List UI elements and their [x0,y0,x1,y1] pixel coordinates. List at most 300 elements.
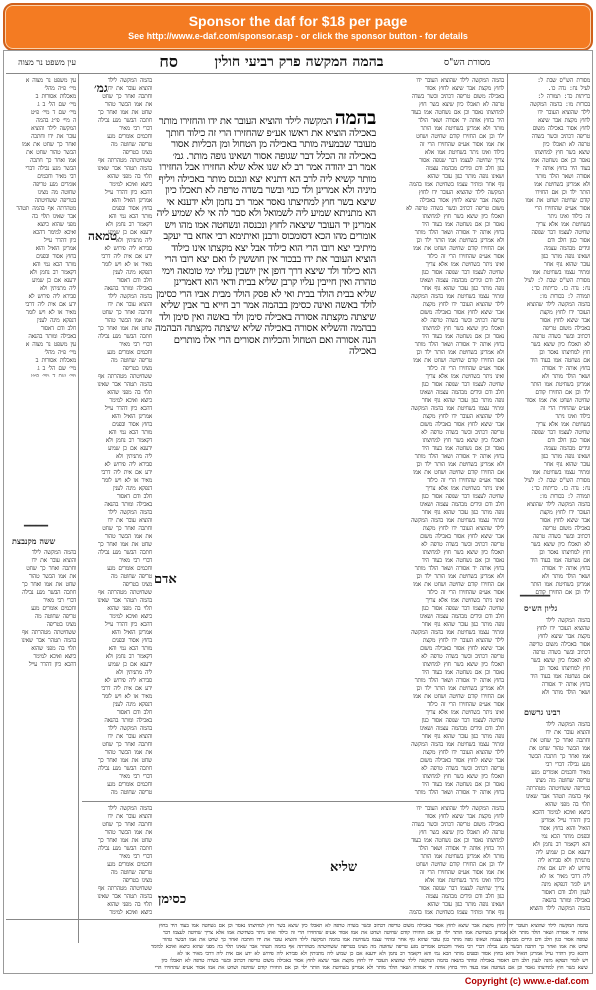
text-line: חתכה הבשר מגע נבילה [98,117,152,124]
text-line: כילוד ואינו ניתר בשחיטת אמו אלא [424,149,504,156]
text-line: והוציא עובר את ידו [107,85,152,92]
text-line: שחיטה לעצמו דבר שגופה אסור כגון [421,269,504,276]
text-line: ליה מתניתין ולא [115,237,152,244]
text-line: דנפקא מינה לענין [36,317,76,324]
text-line: גופה מותר כגון עובר שהוא גוף אחר [421,733,504,740]
gilyon-hashas-block [510,617,590,697]
text-line: ושאר הולד מותר ולא [541,689,590,696]
text-line: מסורת הש"ס שבת ל: [537,77,590,84]
text-line: בטריפה ששחיטתה מטהרתה [526,785,590,792]
text-line: נח: נדה כו. כריתות כד: [530,485,590,492]
text-line: תאכלו כיון שיצא בשר חוץ למחיצתו [422,773,504,780]
text-line: בהמה המקשה לילד שהוציא [526,301,590,308]
text-line: שגופה אסור כגון חלב ודם וגידים מבהמה עצמה ושאינו גופה מותר כגון עובר שהוא גוף אחר ומתיר עצמו בשחיטת אמו בהמה המקשה לילד והוציא עובר את ידו וחתכה ואחר כך שחט את אמו הבשר טהור [162,937,588,943]
footer [3,974,591,988]
text-line: טרפה לא תאכלו כיון שיצא בשר חוץ [419,829,504,836]
text-line: ושאינו גופה מותר כגון עובר שהוא [427,173,504,180]
text-line: עובר את ידו וחתכה [31,133,76,140]
text-line: אמרינן הואיל והוא [111,413,152,420]
text-line: כילוד ואינו ניתר [555,413,590,420]
text-line: אבר שיצא לחוץ אסור באכילה משום [420,645,504,652]
text-line: שחיטה לעצמו דבר שגופה אסור כגון [421,605,504,612]
text-line: והוציא עובר את ידו [107,301,152,308]
sponsor-title[interactable]: Sponsor the daf for $18 per page [188,12,408,29]
text-line: שחיטה לעצמו דבר שגופה אסור כגון [421,717,504,724]
text-line: באכילה ומותר בהנאה [542,897,590,904]
text-line: את אמו הבשר טהור [104,101,152,108]
left-margin-heading: ששה מקנבצת [12,536,56,546]
header-divider [6,73,590,74]
ornament-icon: ━━━━ [24,521,49,532]
text-line: וחתכה ואחר כך שחט את [530,737,590,744]
text-line: גופה מותר כגון עובר שהוא גוף אחר [421,621,504,628]
text-line: ולא אמרינן בשחיטת אמו הותר ילד וכן [416,573,504,580]
text-line: כיון דהדר עייל אמרינן [541,817,590,824]
text-line: גופה מותר כגון עובר שהוא גוף אחר [421,397,504,404]
text-line: דכתיב ובשר בשדה טרפה [532,533,590,540]
talmud-page [3,50,593,974]
text-line: והוציא עובר את ידו [545,729,590,736]
text-line: אם נשחטה אמו בעוד היד [530,673,590,680]
text-line: דקאמר רב נחמן ולא [105,653,152,660]
text-line: רבי מאיר וחכמים [37,173,76,180]
text-line: עין משפט נר מצוה א [25,77,76,84]
text-line: גוף אחר ומתיר עצמו בשחיטת אמו בהמה [409,909,504,915]
text-line: תאכלו כיון שיצא בשר חוץ למחיצתו [422,661,504,668]
text-line: בחוץ אותה יד אסורה ושאר הולד מותר [414,677,504,684]
text-line: לא תאכלו כיון שיצא בשר [530,341,590,348]
text-line: ומתיר עצמו בשחיטת אמו [532,269,590,276]
text-line: והוציא עובר את ידו [107,813,152,820]
text-line: שחיטה לעצמו דבר שגופה [531,229,590,236]
text-line: אבר שיצא לחוץ אסור באכילה משום [420,757,504,764]
text-line: חתכה הבשר מגע נבילה [98,333,152,340]
text-line: חלב ודם דאסור [116,709,152,716]
text-line: לעיל נח: נדה כו. [547,85,590,92]
text-line: ומתיר עצמו בשחיטת אמו בהמה המקשה [411,517,504,524]
text-line: וחתכה ואחר כך שחט [102,821,152,828]
text-line: חלב ודם וגידים מבהמה עצמה ושאינו [419,725,504,732]
gilyon-hashas-heading: גליון הש״ס [524,603,558,613]
text-line: שיצא בשר חוץ למחיצתו נאסר וכן אם נשחטה אמו בעוד היד בחוץ אותה יד אסורה ושאר הולד מותר ולא אמרינן בשחיטת אמו הותר ילד וכן אם החזירו קודם שחיטה ושחט את אמו אסור אע״פ שהחזירו הרי [154,965,588,971]
text-line: אם החזירו קודם שחיטה ושחט את אמו [413,581,504,588]
text-line: עובר שהוא גוף אחר [543,461,590,468]
text-line: שחט את אמו ואחר כך [98,325,152,332]
text-line: חלב ודם וגידים מבהמה עצמה ושאינו [419,277,504,284]
text-line: מיי׳ שם הל׳ ב ג [37,101,76,108]
text-line: בחוץ אותה יד אסורה ושאר הולד מותר [414,453,504,460]
text-line: ובפנים מותר הכא נמי [541,833,590,840]
text-line: נאסר וכן אם נשחטה אמו בעוד היד [421,557,504,564]
text-line: ומתיר עצמו בשחיטת אמו [532,469,590,476]
text-line: אמרינן בשחיטת אמו הותר [530,381,590,388]
text-line: משום טריפה דכתיב ובשר בשדה טרפה לא [406,205,504,212]
text-line: טריפה שחוטה מה מצינו [535,777,590,784]
text-line: ולא אמרינן בשחיטת אמו הותר ילד וכן [416,685,504,692]
text-line: באכילה משום טריפה [542,325,590,332]
text-line: אבר שיצא לחוץ אסור באכילה משום [420,421,504,428]
text-line: בשחיטת אמו אלא צריך [536,421,590,428]
text-line: דנפקא מינה לענין [112,269,152,276]
text-line: ואינו ניתר בשחיטת אמו אלא צריך [425,373,504,380]
text-line: מצינו בטריפה [122,365,152,372]
text-line: בהמה המקשה לילד שהוציא העובר ידו [416,805,504,812]
text-line: והוציא עובר את ידו [107,733,152,740]
text-line: בהמה המקשה לילד [107,77,152,84]
text-line: ידענא אם כן שמיע [107,661,152,668]
text-line: לא תאכלו כיון שיצא בשר [530,657,590,664]
text-line: נאסר וכן אם נשחטה אמו בעוד היד [421,333,504,340]
text-line: דהכא כיון דהדר עייל [28,661,76,668]
text-line: וגידים מבהמה עצמה [544,445,590,452]
ornament-icon-2: ━━━━━ [520,591,551,602]
gemara-keyword-shilya: שליא [330,860,358,875]
text-line: תלוי בה מפני שהוא [31,645,76,652]
text-line: הבשר טהור שחט את [26,149,76,156]
text-line: וחכמים אומרים מגע [107,349,152,356]
text-line: מותר הכא נמי והא [32,261,76,268]
text-line: טריפה דכתיב ובשר בשדה [531,133,590,140]
text-line: חלב ודם וגידים מבהמה עצמה ושאינו [419,389,504,396]
text-line: טריפה שחוטה מה [110,789,152,796]
text-line: מותר ולא אמרינן בשחיטת אמו הותר [420,853,504,860]
text-line: לחוץ מקצת אבר שיצא לחוץ אסור [425,85,504,92]
text-line: לילד שהוציא העובר ידו [537,109,590,116]
text-line: מאיר או לא ויש לומר [101,693,152,700]
text-line: דכתיב ובשר בשדה טרפה [532,333,590,340]
text-line: ומתיר עצמו בשחיטת אמו בהמה המקשה [411,293,504,300]
text-line: ידענא אם כן שמיע [31,277,76,284]
text-line: בחוץ אותה יד אסורה ושאר הולד מותר [414,565,504,572]
ein-mishpat-column [6,77,76,377]
text-line: המקשה לילד והוציא [31,125,76,132]
text-line: טריפה שחוטה מה [34,613,76,620]
text-line: באכילה משום טריפה דכתיב ובשר בשדה [411,821,504,828]
text-line: בהמה תטהר אבר שאינו [97,165,152,172]
page-number: סח [159,52,178,71]
text-line: והוציא עובר את ידו [107,517,152,524]
text-line: מסורת הש"ס שבת ל: לעיל [524,277,590,284]
text-line: שהוציא העובר ידו לחוץ [536,625,590,632]
text-line: מיי׳ שם הל׳ ב ג [37,365,76,372]
text-line: באכילה ומותר בהנאה [28,333,76,340]
header-right: מסורת הש"ס [444,57,491,68]
text-line: כיון דהדר עייל [43,237,76,244]
text-line: בחוץ אותה יד אסורה [541,565,590,572]
text-line: בהמה המקשה לילד והוציא [529,905,590,911]
text-line: וחכמים אומרים מגע [107,781,152,788]
text-line: סבירא ליה פירוש לא [104,677,152,684]
rabbeinu-gershom-heading: רבינו גרשום [524,707,561,717]
text-line: בהמה תטהר אבר שאינו [97,893,152,900]
text-line: שחיטה לעצמו דבר שגופה [531,429,590,436]
gemara-keyword-adam: אדם [154,572,177,587]
text-line: ואינו ניתר בשחיטת אמו אלא צריך [425,261,504,268]
text-line: בחוץ אותה יד אסורה [541,365,590,372]
copyright-link[interactable]: Copyright (c) www.e-daf.com [464,976,589,986]
text-line: אסורה ושאר הולד מותר [535,173,590,180]
text-line: לילד שהוציא העובר ידו לחוץ מקצת [422,301,504,308]
text-line: מאיר וחכמים אומרים מגע [531,769,590,776]
lower-divider [82,801,506,802]
text-line: לחוץ מקצת אבר שיצא [537,117,590,124]
sponsor-subtitle[interactable]: See http://www.e-daf.com/sponsor.asp - or click the sponsor button - for details [128,30,468,41]
text-line: ששחיטתה מטהרתה אף [98,157,152,164]
text-line: ידע אם אית ליה דרבי [101,685,152,692]
text-line: וחתכה ואחר כך שחט [102,741,152,748]
text-line: אבר שאינו תלוי בה [31,213,76,220]
text-line: וחכמים אומרים מגע [107,565,152,572]
text-line: בהמה המקשה לילד [107,725,152,732]
text-line: תלוי בה מפני שהוא [545,801,590,808]
text-line: אסור כגון חלב ודם [547,237,590,244]
text-line: ומתיר עצמו בשחיטת אמו בהמה המקשה [411,629,504,636]
text-line: דברי רבי מאיר [119,341,152,348]
text-line: אם החזירו קודם שחיטה ושחט את אמו [413,469,504,476]
text-line: בהמה המקשה לילד [107,805,152,812]
text-line: ה מיי׳ פי״ג בהמה [36,117,76,124]
text-line: דברי רבי מאיר [119,125,152,132]
text-line: וחתכה ואחר כך שחט [26,565,76,572]
text-line: בטריפה ששחיטתה [34,197,76,204]
text-line: צריך שחיטה לעצמו דבר שגופה אסור [419,157,504,164]
text-line: מצינו בטריפה [122,149,152,156]
text-line: מטהרתה אף בהמה תטהר [16,205,76,212]
text-line: אסור אע״פ שהחזירו הרי זה כילוד [427,365,504,372]
text-line: שחיטה לעצמו דבר שגופה אסור כגון [421,493,504,500]
text-line: חתכה הבשר מגע נבילה [22,589,76,596]
text-line: לחוץ אסור באכילה משום [532,125,590,132]
text-line: דברי רבי מאיר [43,597,76,604]
bottom-divider [6,919,590,920]
text-line: כילוד ואינו ניתר בשחיטת אמו אלא [424,877,504,884]
text-line: טריפה שחוטה מה [110,573,152,580]
text-line: וגידים מבהמה עצמה [544,245,590,252]
text-line: ידע אם אית ליה דרבי [101,253,152,260]
text-line: ואינו ניתר בשחיטת אמו אלא צריך [425,709,504,716]
text-line: צריך שחיטה לעצמו דבר שגופה אסור [419,885,504,892]
page-header-title: בהמה המקשה פרק רביעי חולין [214,53,384,70]
text-line: מאיר או לא ויש לומר [101,477,152,484]
text-line: שחט את אמו ואחר כך [98,109,152,116]
text-line: לא תאכלו כיון שיצא בשר [530,541,590,548]
text-line: נח: נדה כו. כריתות כד: [530,285,590,292]
text-line: בחוץ אותה יד אסורה ושאר הולד מותר [414,341,504,348]
text-line: חוץ למחיצתו נאסר וכן [539,349,590,356]
text-line: בהמה המקשה לילד [31,549,76,556]
text-line: טריפה שחוטה מה [110,357,152,364]
text-line: אסור באכילה משום טריפה [529,641,590,648]
text-line: אבר שיצא לחוץ אסור [540,517,590,524]
text-line: סבירא ליה פירוש לא [104,245,152,252]
bottom-notes [8,923,588,971]
text-line: ולא אמרינן בשחיטת אמו [534,181,590,188]
text-line: אומרים מגע טריפה [32,181,76,188]
text-line: דהכא כיון דהדר עייל אמרינן הואיל והוא בחוץ אסור ובפנים מותר הכא נמי והא דקאמר רב נחמן ולא ידענא אם כן שמיע ליה מתניתין ולא סבירא ליה פירוש לא ידע אם אית ליה דרבי מאיר או לא [177,951,588,957]
gemara-keyword-kesiman: כסימן [158,892,187,907]
text-line: בכורות מו: בהמה המקשה [529,101,590,108]
text-line: דהכא כיון דהדר עייל [104,189,152,196]
text-line: אבר שיצא לחוץ אסור באכילה משום [420,533,504,540]
text-line: בהמה תטהר אבר שאינו [97,597,152,604]
text-line: תאכלו כיון שיצא בשר חוץ למחיצתו [422,213,504,220]
text-line: אסור אע״פ שהחזירו הרי זה כילוד [427,253,504,260]
text-line: מגע נבילה דברי רבי [545,761,590,768]
text-line: אם החזירו קודם שחיטה ושחט את אמו [413,357,504,364]
text-line: בהמה המקשה לילד [107,293,152,300]
text-line: דקאמר רב נחמן ולא [105,221,152,228]
text-line: וחכמים אומרים מגע [31,605,76,612]
text-line: בחוץ אסור ובפנים [112,421,152,428]
text-line: טריפה דכתיב ובשר בשדה טרפה לא [421,317,504,324]
text-line: את אמו הבשר טהור [104,317,152,324]
text-line: טריפה שחוטה מה [110,141,152,148]
text-line: העובר ידו לחוץ מקצת [540,309,590,316]
text-line: באכילה ומותר בהנאה [104,285,152,292]
lower-right-commentary [380,805,504,915]
text-line: אמרינן הואיל והוא [35,245,76,252]
text-line: נאסר וכן אם נשחטה אמו בעוד היד [421,781,504,788]
text-line: את אמו הבשר טהור [104,749,152,756]
text-line: טרפה לא תאכלו כיון שיצא בשר חוץ [419,101,504,108]
lower-left-commentary [82,805,152,915]
text-line: טריפה דכתיב ובשר בשדה טרפה לא [421,429,504,436]
text-line: ואחר כך שחט את אמו [22,141,76,148]
masoret-hashas-column [510,77,590,597]
text-line: לענין חלב ודם דאסור [541,889,590,896]
text-line: מתניתין ולא סבירא ליה [537,857,590,864]
text-line: וחתכה ואחר כך שחט [102,525,152,532]
text-line: אע״פ שהחזירו הרי זה [540,405,590,412]
gemara-lead-word: בהמה [334,113,376,129]
text-line: בהמה המקשה לילד שהוציא העובר ידו [416,77,504,84]
text-line: מצינו בטריפה [122,877,152,884]
text-line: ליה מתניתין ולא [115,453,152,460]
text-line: לילד שהוציא העובר ידו לחוץ מקצת [422,749,504,756]
text-line: גופה מותר כגון עובר שהוא גוף אחר [421,285,504,292]
text-line: ששחיטתה מטהרתה אף [98,885,152,892]
text-line: חתכה הבשר מגע נבילה [98,765,152,772]
text-line: מיי׳ שם ד מיי׳ פ״ט [30,373,76,377]
text-line: תאכלו כיון שיצא בשר חוץ למחיצתו [422,549,504,556]
text-line: דברי רבי מאיר [119,853,152,860]
text-line: את אמו הבשר טהור [104,829,152,836]
text-line: הותר ילד וכן אם החזירו [535,189,590,196]
text-line: חלב ודם דאסור [40,325,76,332]
text-line: טריפה שחוטה מה [110,869,152,876]
text-line: אם החזירו קודם שחיטה ושחט את אמו [413,245,504,252]
text-line: ליה דרבי מאיר או לא [539,873,590,880]
text-line: אסור אע״פ שהחזירו הרי [534,205,590,212]
text-line: שחט את אמו ואחר כך חתכה הבשר מגע נבילה דברי רבי מאיר וחכמים אומרים מגע טריפה שחוטה מה מצינו בטריפה ששחיטתה מטהרתה אף בהמה תטהר אבר שאינו תלוי בה מפני שהוא כיוצא ואיכא למימר [150,944,588,950]
text-line: המקשה לילד שהוציא העובר ידו לחוץ [418,189,504,196]
text-line: מאיר או לא ויש לומר [25,309,76,316]
text-line: מותר הכא נמי והא [108,429,152,436]
text-line: תלוי בה מפני שהוא [107,173,152,180]
text-line: ששחיטתה מטהרתה אף [98,589,152,596]
text-line: למחיצתו נאסר וכן אם נשחטה אמו בעוד [411,837,504,844]
text-line: הבשר מגע נבילה דברי [25,165,76,172]
text-line: בחוץ אסור ובפנים [112,205,152,212]
text-line: נאסר וכן אם נשחטה אמו בעוד היד [421,445,504,452]
text-line: כיוצא ואיכא למימר [109,909,152,915]
right-margin-rule [507,73,508,943]
text-line: בחוץ אסור ובפנים [36,253,76,260]
text-line: חתכה הבשר מגע נבילה [98,845,152,852]
text-line: בחוץ אותה יד אסורה ושאר הולד מותר [414,789,504,796]
text-line: תמורה ל: בכורות מו: [539,493,590,500]
text-line: וחתכה ואחר כך שחט [102,93,152,100]
text-line: בשחיטת אמו אלא צריך [536,221,590,228]
text-line: תמורה ל: בכורות מו: [539,293,590,300]
text-line: ידע אם אית ליה דרבי [25,301,76,308]
text-line: בהמה תטהר אבר שאינו [21,637,76,644]
text-line: אמו ואחר כך חתכה [30,157,76,164]
text-line: אם החזירו קודם שחיטה ושחט את אמו [413,693,504,700]
text-line: חתכה הבשר מגע נבילה [98,549,152,556]
text-line: כגון חלב ודם וגידים מבהמה עצמה [425,165,504,172]
text-line: אמו הבשר טהור שחט את [529,745,590,752]
text-line: אסור אע״פ שהחזירו הרי זה כילוד [427,589,504,596]
text-line: ולא אמרינן בשחיטת אמו הותר ילד וכן [416,237,504,244]
text-line: גופה מותר כגון עובר שהוא גוף אחר [421,509,504,516]
text-line: ואינו ניתר בשחיטת אמו אלא צריך [425,485,504,492]
text-line: את אמו אסור אע״פ שהחזירו הרי זה [419,141,504,148]
text-line: דהכא כיון דהדר עייל [104,621,152,628]
text-line: גוף אחר ומתיר עצמו בשחיטת אמו בהמה [409,181,504,188]
text-line: אסור אע״פ שהחזירו הרי זה כילוד [427,701,504,708]
text-line: דקאמר רב נחמן ולא [105,437,152,444]
text-line: חלב ודם דאסור [116,277,152,284]
text-line: את אמו הבשר טהור [28,573,76,580]
text-line: סבירא ליה פירוש לא [28,293,76,300]
text-line: כיוצא ואיכא למימר [33,653,76,660]
text-line: מצינו בטריפה [46,621,76,628]
text-line: מפני שהוא כיוצא [37,221,76,228]
text-line: כריתות כד: תמורה ל: [537,93,590,100]
text-line: למחיצתו נאסר וכן אם נשחטה אמו בעוד [411,109,504,116]
text-line: קודם שחיטה ושחט את אמו [525,197,590,204]
text-line: באכילה משום טריפה [542,525,590,532]
text-line: מקצת אבר שיצא לחוץ אסור באכילה [419,197,504,204]
text-line: דנפקא מינה לענין [112,485,152,492]
text-line: תלוי בה מפני שהוא [107,605,152,612]
text-line: ידענא אם כן שמיע ליה [535,849,590,856]
sponsor-banner[interactable] [3,3,593,51]
text-line: כיוצא ואיכא למימר [109,397,152,404]
text-line: שחט את אמו ואחר כך [98,541,152,548]
tosafot-dibur-2: טמאה [88,229,117,243]
text-line: מצינו בטריפה [122,581,152,588]
text-line: את אמו אסור אע״פ שהחזירו הרי זה [419,869,504,876]
text-line: בהמה המקשה לילד [545,617,590,624]
text-line: ידענא אם כן שמיע [107,445,152,452]
text-line: אסור אע״פ שהחזירו הרי זה כילוד [427,477,504,484]
left-margin-block [6,549,76,669]
text-line: בעוד היד בחוץ אותה יד [535,165,590,172]
text-line: ומתיר עצמו בשחיטת אמו בהמה המקשה [411,741,504,748]
text-line: אסור כגון חלב ודם [547,437,590,444]
text-line: בחוץ אותה יד אסורה ושאר הולד מותר [414,229,504,236]
text-line: שחט את אמו ואחר כך [98,837,152,844]
text-line: כיוצא ואיכא למימר דהכא [532,809,590,816]
text-line: טריפה דכתיב ובשר בשדה טרפה לא [421,653,504,660]
text-line: עובר שהוא גוף אחר [543,261,590,268]
text-line: בחוץ אותה יד אסורה [541,681,590,688]
text-line: טריפה דכתיב ובשר בשדה טרפה לא [421,541,504,548]
text-line: אמו ואחר כך חתכה הבשר [528,753,590,760]
text-line: מאכלות אסורות ב [35,357,76,364]
